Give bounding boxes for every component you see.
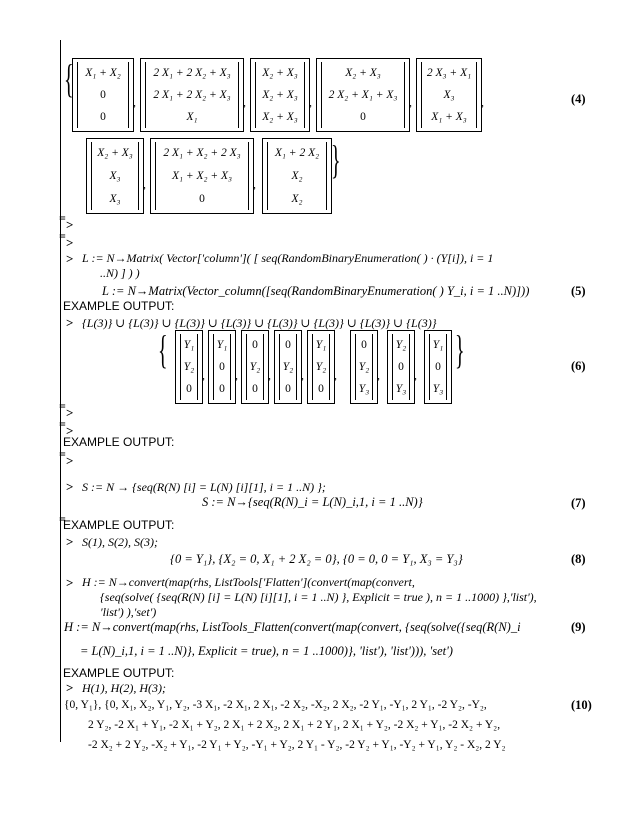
output-7: S := N→{seq(R(N)_i = L(N)_i,1, i = 1 ..N)} [202, 495, 423, 509]
execution-group-bracket [60, 40, 61, 742]
output-5: L := N→Matrix(Vector_column([seq(RandomBinaryEnumeration( ) Y_i, i = 1 ..N)])) [102, 284, 530, 298]
matrix-cell: 0 [252, 339, 258, 351]
equation-label-4: (4) [571, 92, 586, 106]
matrix-cell: 0 [318, 383, 324, 395]
matrix-cell: 0 [186, 383, 192, 395]
example-output-label: EXAMPLE OUTPUT: [63, 299, 175, 313]
equation-label-9: (9) [571, 620, 586, 634]
matrix-6-8 [424, 330, 452, 404]
matrix-cell: Y₂ [395, 339, 407, 351]
empty-prompt[interactable]: > [66, 217, 74, 232]
matrix-4-2: 2 X₁ + 2 X₂ + X₃ 2 X₁ + 2 X₂ + X₃ X₁ [140, 58, 244, 132]
equation-label-7: (7) [571, 496, 586, 510]
input-H-line2[interactable]: {seq(solve( {seq(R(N) [i] = L(N) [i][1], i = 1 ..N) }, Explicit = true ), n = 1 ..1000) },'list'), [100, 590, 537, 604]
set-open-brace: { [64, 56, 74, 101]
matrix-cell: Y₃ [358, 383, 370, 395]
set-close-brace: } [331, 137, 341, 182]
matrix-6-4 [274, 330, 302, 404]
empty-prompt[interactable]: > [66, 453, 74, 468]
input-prompt[interactable]: > [66, 534, 74, 549]
equation-label-8: (8) [571, 552, 586, 566]
input-L-line2[interactable]: ..N) ] ) ) [100, 266, 140, 280]
matrix-6-5 [307, 330, 335, 404]
equation-label-10: (10) [571, 698, 592, 712]
input-prompt[interactable]: > [66, 680, 74, 695]
equation-label-5: (5) [571, 284, 586, 298]
equation-label-6: (6) [571, 359, 586, 373]
input-L-line1[interactable]: L := N→Matrix( Vector['column']( [ seq(RandomBinaryEnumeration( ) · (Y[i]), i = 1 [82, 251, 494, 265]
matrix-cell: Y₃ [395, 383, 407, 395]
matrix-cell: Y₂ [282, 361, 294, 373]
matrix-cell: 0 [252, 383, 258, 395]
matrix-cell: Y₂ [358, 361, 370, 373]
matrix-cell: Y₂ [183, 361, 195, 373]
input-prompt[interactable]: > [66, 575, 74, 590]
input-H-line1[interactable]: H := N→convert(map(rhs, ListTools['Flatten'](convert(map(convert, [82, 575, 415, 589]
output-10-line2: 2 Y₂, -2 X₁ + Y₁, -2 X₁ + Y₂, 2 X₁ + 2 X₂, 2 X₁ + 2 Y₁, 2 X₁ + Y₂, -2 X₂ + Y₁, -2 X₂ + Y₂, [88, 719, 501, 731]
input-prompt[interactable]: > [66, 315, 74, 330]
empty-prompt[interactable]: > [66, 235, 74, 250]
input-prompt[interactable]: > [66, 479, 74, 494]
output-10-line1: {0, Y₁}, {0, X₁, X₂, Y₁, Y₂, -3 X₁, -2 X₁, 2 X₁, -2 X₂, -X₂, 2 X₂, -2 Y₁, -Y₁, 2 Y₁, -2 Y₂, -Y₂, [64, 699, 487, 711]
matrix-cell: Y₁ [315, 339, 327, 351]
matrix-4-4: X₂ + X₃ 2 X₂ + X₁ + X₃ 0 [316, 58, 410, 132]
input-S[interactable]: S := N → {seq(R(N) [i] = L(N) [i][1], i = 1 ..N) }; [82, 480, 326, 494]
matrix-cell: Y₁ [183, 339, 195, 351]
input-union[interactable]: {L(3)} ∪ {L(3)} ∪ {L(3)} ∪ {L(3)} ∪ {L(3)} ∪ {L(3)} ∪ {L(3)} ∪ {L(3)} [82, 316, 437, 330]
example-output-label: EXAMPLE OUTPUT: [63, 666, 175, 680]
input-S-calls[interactable]: S(1), S(2), S(3); [82, 535, 158, 549]
matrix-4-8: X₁ + 2 X₂ X₂ X₂ [262, 138, 332, 214]
matrix-cell: 0 [285, 339, 291, 351]
matrix-cell: 0 [219, 383, 225, 395]
matrix-cell: Y₁ [216, 339, 228, 351]
input-prompt[interactable]: > [66, 251, 74, 266]
matrix-6-3 [241, 330, 269, 404]
matrix-cell: 0 [361, 339, 367, 351]
matrix-4-1: X₁ + X₂ 0 0 [72, 58, 134, 132]
example-output-label: EXAMPLE OUTPUT: [63, 435, 175, 449]
matrix-cell: 0 [398, 361, 404, 373]
input-H-calls[interactable]: H(1), H(2), H(3); [82, 681, 166, 695]
matrix-6-2 [208, 330, 236, 404]
matrix-6-1 [175, 330, 203, 404]
matrix-4-5: 2 X₃ + X₁ X₃ X₁ + X₃ [416, 58, 482, 132]
matrix-cell: Y₃ [432, 383, 444, 395]
maple-worksheet: { X₁ + X₂ 0 0 , 2 X₁ + 2 X₂ + X₃ 2 X₁ + 2 X₂ + X₃ X₁ , X₂ + X₃ X₂ + X₃ X₂ + X₃ , X₂ + X₃ 2 X₂ + X₁ + X₃ 0 , 2 X₃ + X₁ X₃ X₁ + X₃ , (4) X₂ + X₃ X₃ X₃ , 2 X₁ + X₂ + 2 X₃ X₁ + X₂ + X₃ 0 , X₁ + 2 X₂ X₂ X₂ } = > = > > L := N→Matrix( Vector['column']( [ seq(RandomBinaryEnumeration( ) · (Y[i]), i = 1 ..N) ] ) ) L := N→Matrix(Vector_column([seq(RandomBinaryEnumeration( ) Y_i, i = 1 ..N)])) (5) EXAMPLE OUTPUT: > {L(3)} ∪ {L(3)} ∪ {L(3)} ∪ {L(3)} ∪ {L(3)} ∪ {L(3)} ∪ {L(3)} ∪ {L(3)} { Y₁ Y₂ 0 , Y₁ 0 0 , 0 Y₂ 0 , 0 Y₂ 0 , Y₁ Y₂ 0 , 0 Y₂ Y₃ , Y₂ 0 Y₃ , Y₁ 0 Y₃ } (6) = > = > EXAMPLE OUTPUT: = > > S := N → {seq(R(N) [i] = L(N) [i][1], i = 1 ..N) }; S := N→{seq(R(N)_i = L(N)_i,1, i = 1 ..N)} (7) = EXAMPLE OUTPUT: > S(1), S(2), S(3); {0 = Y₁}, {X₂ = 0, X₁ + 2 X₂ = 0}, {0 = 0, 0 = Y₁, X₃ = Y₃} (8) > H := N→convert(map(rhs, ListTools['Flatten'](convert(map(convert, {seq(solve( {seq(R(N) [i] = L(N) [i][1], i = 1 ..N) }, Explicit = true ), n = 1 ..1000) },'list'), 'list') ),'set') H := N→convert(map(rhs, ListTools_Flatten(convert(map(convert, {seq(solve({seq(R(N)_i = L(N)_i,1, i = 1 ..N)}, Explicit = true), n = 1 ..1000)}, 'list'), 'list'))), 'set') (9) EXAMPLE OUTPUT: > H(1), H(2), H(3); {0, Y₁}, {0, X₁, X₂, Y₁, Y₂, -3 X₁, -2 X₁, 2 X₁, -2 X₂, -X₂, 2 X₂, -2 Y₁, -Y₁, 2 Y₁, -2 Y₂, -Y₂, 2 Y₂, -2 X₁ + Y₁, -2 X₁ + Y₂, 2 X₁ + 2 X₂, 2 X₁ + 2 Y₁, 2 X₁ + Y₂, -2 X₂ + Y₁, -2 X₂ + Y₂, -2 X₂ + 2 Y₂, -X₂ + Y₁, -2 Y₁ + Y₂, -Y₁ + Y₂, 2 Y₁ - Y₂, -2 Y₂ + Y₁, -Y₂ + Y₁, Y₂ - X₂, 2 Y₂ (10) [0, 0, 638, 826]
matrix-cell: 0 [219, 361, 225, 373]
matrix-cell: Y₂ [315, 361, 327, 373]
matrix-4-7: 2 X₁ + X₂ + 2 X₃ X₁ + X₂ + X₃ 0 [150, 138, 254, 214]
empty-prompt[interactable]: > [66, 423, 74, 438]
output-9-line2: = L(N)_i,1, i = 1 ..N)}, Explicit = true), n = 1 ..1000)}, 'list'), 'list'))), 'set') [80, 644, 453, 658]
matrix-4-6: X₂ + X₃ X₃ X₃ [86, 138, 144, 214]
empty-prompt[interactable]: > [66, 405, 74, 420]
matrix-cell: 0 [285, 383, 291, 395]
matrix-4-3: X₂ + X₃ X₂ + X₃ X₂ + X₃ [250, 58, 310, 132]
output-9-line1: H := N→convert(map(rhs, ListTools_Flatten(convert(map(convert, {seq(solve({seq(R(N)_i [64, 620, 521, 634]
matrix-cell: Y₂ [249, 361, 261, 373]
example-output-label: EXAMPLE OUTPUT: [63, 518, 175, 532]
matrix-cell: 0 [435, 361, 441, 373]
output-8: {0 = Y₁}, {X₂ = 0, X₁ + 2 X₂ = 0}, {0 = 0, 0 = Y₁, X₃ = Y₃} [170, 552, 463, 566]
input-H-line3[interactable]: 'list') ),'set') [100, 605, 157, 619]
matrix-cell: Y₁ [432, 339, 444, 351]
matrix-6-6 [350, 330, 378, 404]
matrix-6-7 [387, 330, 415, 404]
output-10-line3: -2 X₂ + 2 Y₂, -X₂ + Y₁, -2 Y₁ + Y₂, -Y₁ + Y₂, 2 Y₁ - Y₂, -2 Y₂ + Y₁, -Y₂ + Y₁, Y₂ - X₂, 2 Y₂ [88, 739, 506, 751]
